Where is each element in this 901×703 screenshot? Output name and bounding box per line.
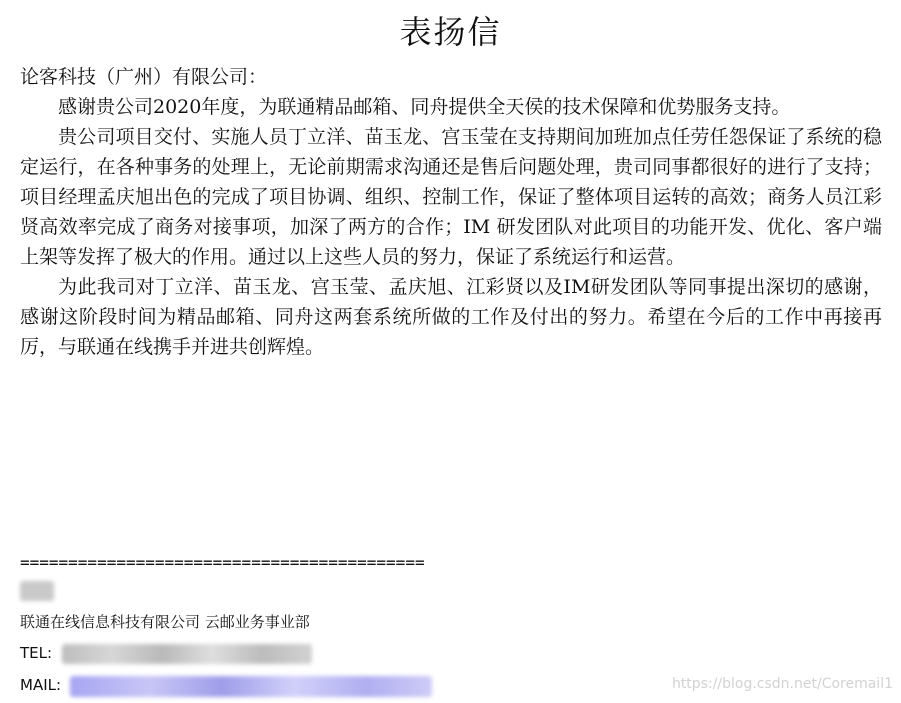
redacted-name — [20, 581, 54, 601]
paragraph-3: 为此我司对丁立洋、苗玉龙、宫玉莹、孟庆旭、江彩贤以及IM研发团队等同事提出深切的感谢，感谢这阶段时间为精品邮箱、同舟这两套系统所做的工作及付出的努力。希望在今后的工作中再接再厉，与联通在线携手并进共创辉煌。 — [20, 276, 882, 358]
signature-company: 联通在线信息科技有限公司 云邮业务事业部 — [20, 613, 310, 631]
paragraph-2: 贵公司项目交付、实施人员丁立洋、苗玉龙、宫玉莹在支持期间加班加点任劳任怨保证了系统的稳定运行，在各种事务的处理上，无论前期需求沟通还是售后问题处理，贵司同事都很好的进行了支持；项目经理孟庆旭出色的完成了项目协调、组织、控制工作，保证了整体项目运转的高效；商务人员江彩贤高效率完成了商务对接事项，加深了两方的合作；IM 研发团队对此项目的功能开发、优化、客户端上架等发挥了极大的作用。通过以上这些人员的努力，保证了系统运行和运营。 — [20, 126, 882, 268]
watermark: https://blog.csdn.net/Coremail1 — [671, 676, 893, 692]
tel-row — [20, 642, 52, 664]
mail-label: MAIL: — [20, 676, 62, 694]
mail-row — [20, 674, 61, 696]
signature-divider: ========================================== — [20, 553, 425, 572]
redacted-mail — [70, 676, 432, 697]
salutation: 论客科技（广州）有限公司： — [20, 66, 268, 88]
letter-title: 表扬信 — [399, 13, 502, 51]
tel-label: TEL: — [20, 644, 53, 662]
letter-body — [20, 62, 882, 362]
paragraph-1: 感谢贵公司2020年度，为联通精品邮箱、同舟提供全天侯的技术保障和优势服务支持。 — [58, 96, 791, 118]
redacted-tel — [62, 644, 312, 664]
